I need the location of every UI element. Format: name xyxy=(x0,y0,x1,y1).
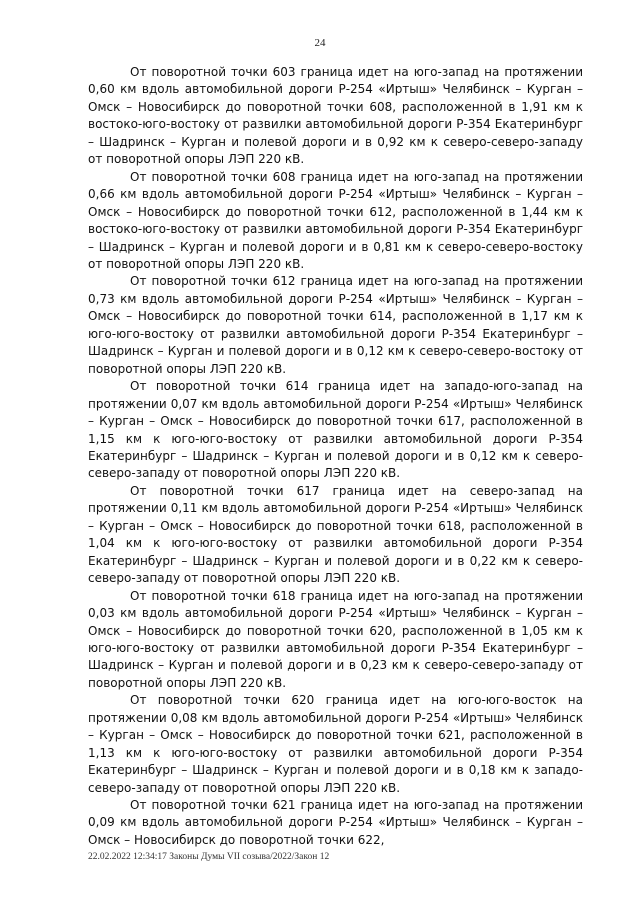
page-number: 24 xyxy=(314,37,326,49)
document-footer: 22.02.2022 12:34:17 Законы Думы VII созыва/2022/Закон 12 xyxy=(88,852,330,862)
paragraph: От поворотной точки 618 граница идет на юго-запад на протяжении 0,03 км вдоль автомобильной дороги Р-254 «Иртыш» Челябинск – Курган – Омск – Новосибирск до поворотной точки 620, расположенной в 1,05 км к юго-юго-востоку от развилки автомобильной дороги Р-354 Екатеринбург – Шадринск – Курган и полевой дороги и в 0,23 км к северо-северо-западу от поворотной опоры ЛЭП 220 кВ. xyxy=(88,588,583,690)
paragraph: От поворотной точки 620 граница идет на юго-юго-восток на протяжении 0,08 км вдоль автомобильной дороги Р-254 «Иртыш» Челябинск – Курган – Омск – Новосибирск до поворотной точки 621, расположенной в 1,13 км к юго-юго-востоку от развилки автомобильной дороги Р-354 Екатеринбург – Шадринск – Курган и полевой дороги и в 0,18 км к западо-северо-западу от поворотной опоры ЛЭП 220 кВ. xyxy=(88,693,583,795)
paragraph: От поворотной точки 608 граница идет на юго-запад на протяжении 0,66 км вдоль автомобильной дороги Р-254 «Иртыш» Челябинск – Курган – Омск – Новосибирск до поворотной точки 612, расположенной в 1,44 км к востоко-юго-востоку от развилки автомобильной дороги Р-354 Екатеринбург – Шадринск – Курган и полевой дороги и в 0,81 км к северо-северо-востоку от поворотной опоры ЛЭП 220 кВ. xyxy=(88,169,583,271)
paragraph: От поворотной точки 617 граница идет на северо-запад на протяжении 0,11 км вдоль автомобильной дороги Р-254 «Иртыш» Челябинск – Курган – Омск – Новосибирск до поворотной точки 618, расположенной в 1,04 км к юго-юго-востоку от развилки автомобильной дороги Р-354 Екатеринбург – Шадринск – Курган и полевой дороги и в 0,22 км к северо-северо-западу от поворотной опоры ЛЭП 220 кВ. xyxy=(88,483,583,586)
paragraph: От поворотной точки 603 граница идет на юго-запад на протяжении 0,60 км вдоль автомобильной дороги Р-254 «Иртыш» Челябинск – Курган – Омск – Новосибирск до поворотной точки 608, расположенной в 1,91 км к востоко-юго-востоку от развилки автомобильной дороги Р-354 Екатеринбург – Шадринск – Курган и полевой дороги и в 0,92 км к северо-северо-западу от поворотной опоры ЛЭП 220 кВ. xyxy=(88,65,583,167)
paragraph: От поворотной точки 612 граница идет на юго-запад на протяжении 0,73 км вдоль автомобильной дороги Р-254 «Иртыш» Челябинск – Курган – Омск – Новосибирск до поворотной точки 614, расположенной в 1,17 км к юго-юго-востоку от развилки автомобильной дороги Р-354 Екатеринбург – Шадринск – Курган и полевой дороги и в 0,12 км к северо-северо-востоку от поворотной опоры ЛЭП 220 кВ. xyxy=(88,274,583,376)
document-body xyxy=(88,64,583,849)
paragraph: От поворотной точки 614 граница идет на западо-юго-запад на протяжении 0,07 км вдоль автомобильной дороги Р-254 «Иртыш» Челябинск – Курган – Омск – Новосибирск до поворотной точки 617, расположенной в 1,15 км к юго-юго-востоку от развилки автомобильной дороги Р-354 Екатеринбург – Шадринск – Курган и полевой дороги и в 0,12 км к северо-северо-западу от поворотной опоры ЛЭП 220 кВ. xyxy=(88,379,583,481)
paragraph: От поворотной точки 621 граница идет на юго-запад на протяжении 0,09 км вдоль автомобильной дороги Р-254 «Иртыш» Челябинск – Курган – Омск – Новосибирск до поворотной точки 622, xyxy=(88,798,583,847)
